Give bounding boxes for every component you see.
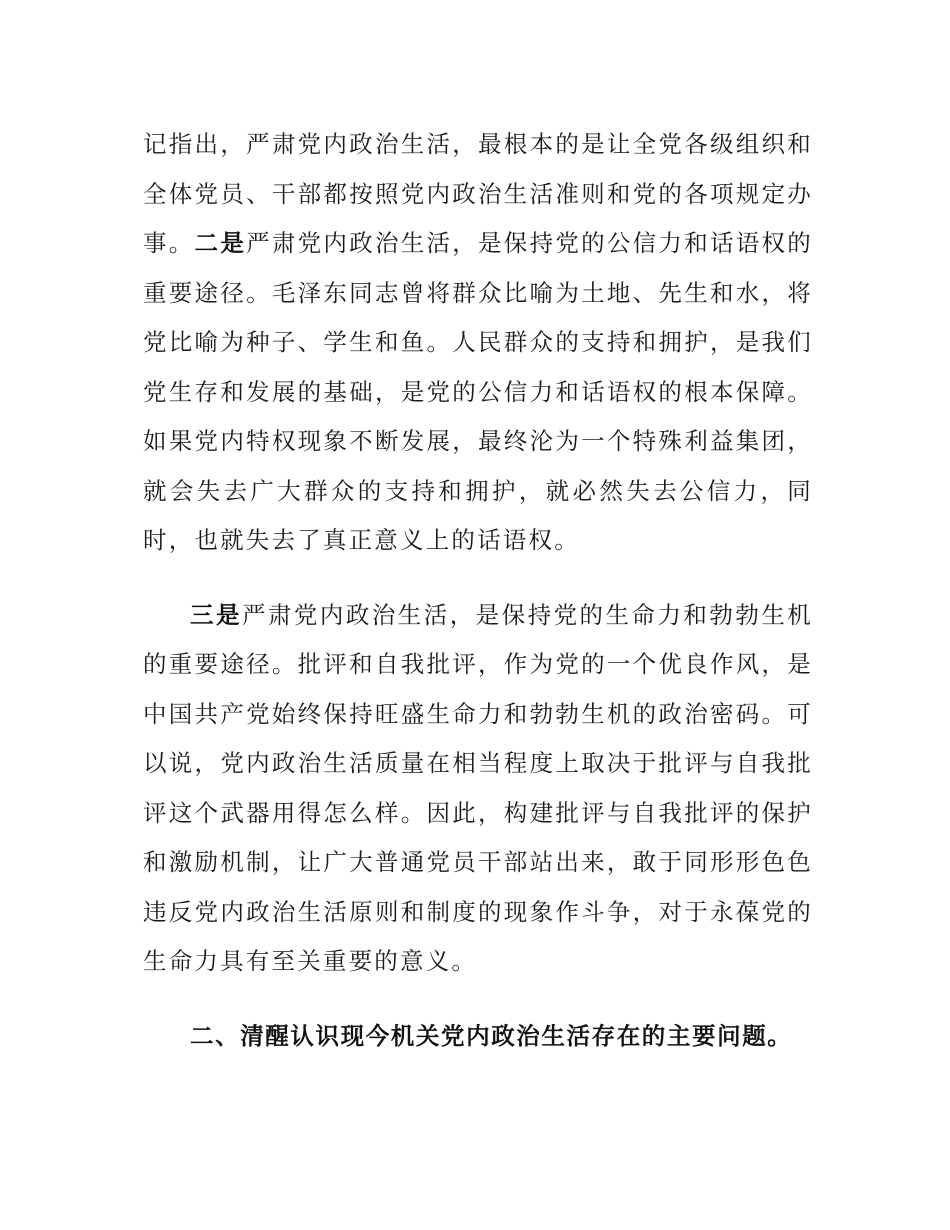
- paragraph-three: [143, 591, 813, 987]
- section-heading: 二、清醒认识现今机关党内政治生活存在的主要问题。: [190, 1021, 793, 1050]
- paragraph-gap: [143, 566, 813, 591]
- paragraph-gap: [143, 987, 813, 1012]
- paragraph-text: 严肃党内政治生活，是保持党的公信力和话语权的重要途径。毛泽东同志曾将群众比喻为土地、先生和水，将党比喻为种子、学生和鱼。人民群众的支持和拥护，是我们党生存和发展的基础，是党的公信力和话语权的根本保障。如果党内特权现象不断发展，最终沦为一个特殊利益集团，就会失去广大群众的支持和拥护，就必然失去公信力，同时，也就失去了真正意义上的话语权。: [143, 229, 813, 554]
- paragraph-text: 记指出，严肃党内政治生活，最根本的是让全党各级组织和全体党员、干部都按照党内政治生活准则和党的各项规定办事。: [143, 130, 813, 257]
- paragraph-text: 严肃党内政治生活，是保持党的生命力和勃勃生机的重要途径。批评和自我批评，作为党的一个优良作风，是中国共产党始终保持旺盛生命力和勃勃生机的政治密码。可以说，党内政治生活质量在相当程度上取决于批评与自我批评这个武器用得怎么样。因此，构建批评与自我批评的保护和激励机制，让广大普通党员干部站出来，敢于同形形色色违反党内政治生活原则和制度的现象作斗争，对于永葆党的生命力具有至关重要的意义。: [143, 600, 814, 975]
- paragraph-lead-two: 二是: [194, 229, 247, 257]
- paragraph-lead-three: 三是: [190, 600, 242, 629]
- paragraph-continued: [143, 120, 813, 566]
- document-body: [143, 120, 813, 1061]
